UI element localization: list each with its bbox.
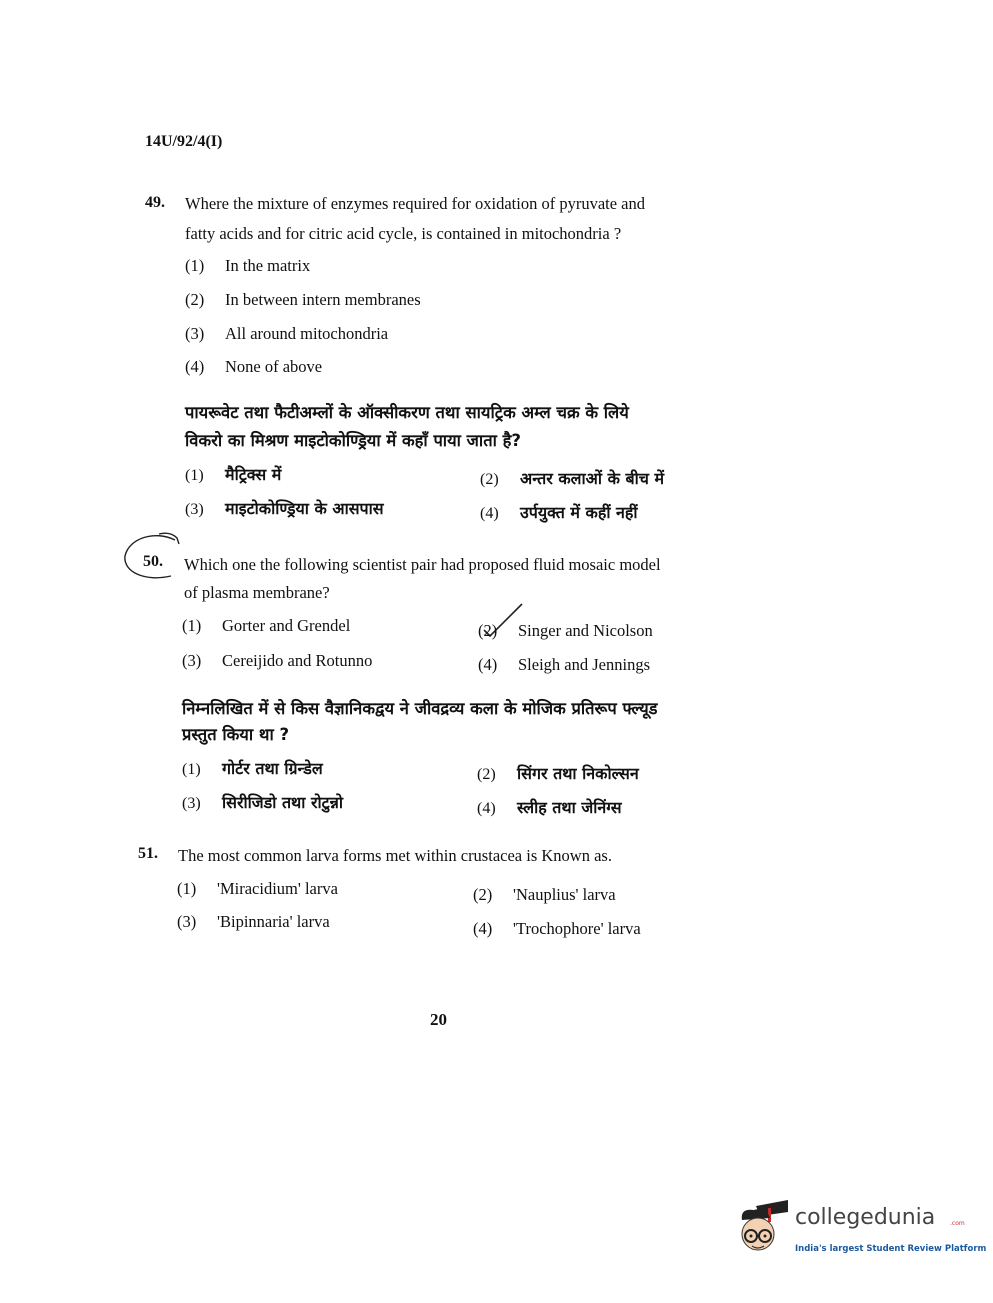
logo-suffix: .com [950, 1220, 965, 1227]
option-number: (1) [185, 256, 205, 275]
option-text: गोर्टर तथा ग्रिन्डेल [222, 759, 323, 778]
hindi-option-1 [185, 463, 281, 485]
option-text: Sleigh and Jennings [518, 655, 650, 674]
option-number: (4) [477, 800, 496, 817]
option-text: 'Trochophore' larva [513, 919, 641, 938]
option-text: मैट्रिक्स में [225, 465, 282, 484]
hindi-question-line: प्रस्तुत किया था ? [182, 725, 290, 744]
option-number: (4) [478, 655, 498, 674]
option-number: (2) [480, 471, 499, 488]
hindi-question-line: पायरूवेट तथा फैटीअम्लों के ऑक्सीकरण तथा सायट्रिक अम्ल चक्र के लिये [185, 403, 629, 422]
page-number: 20 [430, 1010, 447, 1029]
hindi-option-2 [480, 467, 664, 489]
option-2 [185, 290, 421, 310]
option-number: (4) [473, 919, 493, 938]
option-text: स्लीह तथा जेनिंग्स [517, 798, 622, 817]
option-number: (1) [185, 467, 204, 484]
question-text-line: fatty acids and for citric acid cycle, is contained in mitochondria ? [185, 224, 622, 243]
option-number: (3) [182, 651, 202, 670]
option-text: उर्पयुक्त में कहीं नहीं [520, 503, 638, 522]
option-3 [185, 324, 388, 344]
option-text: Gorter and Grendel [222, 616, 351, 635]
option-text: Cereijido and Rotunno [222, 651, 373, 670]
option-number: (1) [182, 761, 201, 778]
option-number: (1) [182, 616, 202, 635]
question-text-line: The most common larva forms met within crustacea is Known as. [178, 846, 612, 865]
option-number: (3) [185, 501, 204, 518]
option-number: (4) [185, 357, 205, 376]
option-text: In between intern membranes [225, 290, 421, 309]
option-text: 'Miracidium' larva [217, 879, 338, 898]
option-4 [478, 655, 650, 675]
option-1 [185, 256, 310, 276]
option-1 [182, 616, 350, 636]
hindi-question-line: विकरो का मिश्रण माइटोकोण्ड्रिया में कहाँ पाया जाता है? [185, 431, 521, 450]
option-text: None of above [225, 357, 323, 376]
hindi-option-3 [182, 791, 343, 813]
hindi-question-line: निम्नलिखित में से किस वैज्ञानिकद्वय ने जीवद्रव्य कला के मोजिक प्रतिरूप फ्ल्यूड [182, 699, 658, 718]
option-3 [182, 651, 372, 671]
option-text: माइटोकोण्ड्रिया के आसपास [225, 499, 384, 518]
question-number: 50. [143, 553, 163, 570]
option-2 [473, 885, 616, 905]
logo-tagline: India's largest Student Review Platform [795, 1244, 987, 1254]
option-text: सिरीजिडो तथा रोटुन्नो [222, 793, 344, 812]
option-number: (2) [478, 621, 498, 640]
option-number: (3) [185, 324, 205, 343]
option-number: (2) [477, 766, 496, 783]
option-1 [177, 879, 338, 899]
option-number: (2) [473, 885, 493, 904]
option-number: (1) [177, 879, 197, 898]
hindi-option-3 [185, 497, 384, 519]
collegedunia-mascot-logo-icon [736, 1196, 794, 1258]
option-number: (3) [182, 795, 201, 812]
question-number: 49. [145, 194, 165, 211]
option-text: अन्तर कलाओं के बीच में [520, 469, 665, 488]
question-text-line: Which one the following scientist pair had proposed fluid mosaic model [184, 555, 661, 574]
paper-code: 14U/92/4(I) [145, 133, 223, 150]
option-4 [473, 919, 641, 939]
option-number: (3) [177, 912, 197, 931]
option-text: 'Bipinnaria' larva [217, 912, 330, 931]
question-text-line: of plasma membrane? [184, 583, 330, 602]
option-number: (4) [480, 505, 499, 522]
option-text: In the matrix [225, 256, 311, 275]
question-text-line: Where the mixture of enzymes required for oxidation of pyruvate and [185, 194, 645, 213]
option-text: Singer and Nicolson [518, 621, 653, 640]
hindi-option-4 [480, 501, 638, 523]
option-2 [478, 621, 653, 641]
option-text: सिंगर तथा निकोल्सन [517, 764, 639, 783]
question-number: 51. [138, 845, 158, 862]
option-number: (2) [185, 290, 205, 309]
hindi-option-1 [182, 757, 323, 779]
option-text: All around mitochondria [225, 324, 389, 343]
option-4 [185, 357, 322, 377]
hindi-option-4 [477, 796, 622, 818]
option-3 [177, 912, 330, 932]
option-text: 'Nauplius' larva [513, 885, 616, 904]
hindi-option-2 [477, 762, 639, 784]
logo-wordmark: collegedunia [795, 1205, 936, 1230]
